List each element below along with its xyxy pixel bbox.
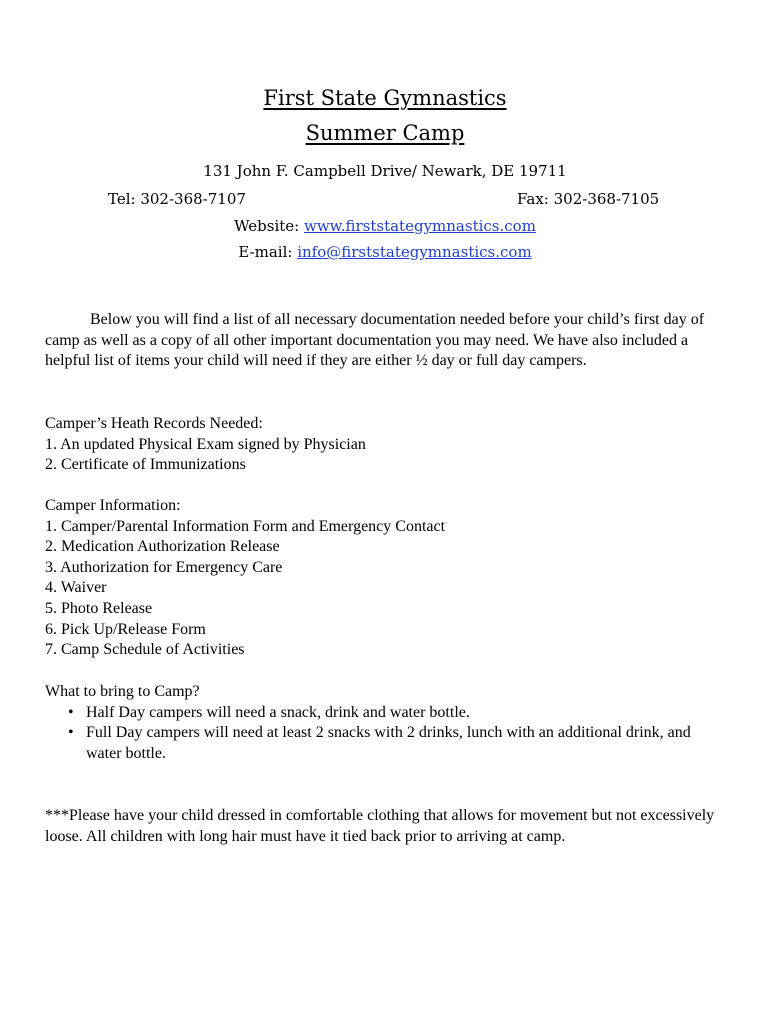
list-item-text: Half Day campers will need a snack, drink and water bottle. [86,703,470,721]
camper-info-section [45,496,729,661]
telephone: Tel: 302-368-7107 [108,190,246,208]
list-item: 6. Pick Up/Release Form [45,620,206,638]
list-item: 2. Certificate of Immunizations [45,456,246,474]
list-item: 1. Camper/Parental Information Form and Emergency Contact [45,517,446,535]
website-link[interactable]: www.firststategymnastics.com [303,217,536,235]
document-title: First State Gymnastics [263,86,507,110]
what-to-bring-heading: What to bring to Camp? [45,683,200,700]
email-link[interactable]: info@firststategymnastics.com [297,243,532,261]
document-subtitle: Summer Camp [305,121,465,145]
what-to-bring-section [45,682,729,764]
health-records-heading: Camper’s Heath Records Needed: [45,415,263,432]
intro-paragraph: Below you will find a list of all necessary documentation needed before your child’s first day of camp as well as a copy of all other important documentation you may need. We have also included a helpful list of items your child will need if they are either ½ day or full day campers. [45,311,705,370]
bring-list [45,703,729,765]
list-item [45,703,729,724]
fax: Fax: 302-368-7105 [517,190,660,208]
clothing-note: ***Please have your child dressed in comfortable clothing that allows for movement but not excessively loose. All children with long hair must have it tied back prior to arriving at camp. [45,807,715,845]
email-label: E-mail: [238,243,298,261]
address: 131 John F. Campbell Drive/ Newark, DE 19711 [203,162,567,180]
list-item-text: Full Day campers will need at least 2 snacks with 2 drinks, lunch with an additional drink, and water bottle. [86,724,691,762]
list-item: 3. Authorization for Emergency Care [45,558,283,576]
camper-info-heading: Camper Information: [45,497,181,514]
bullet-icon: • [68,724,74,742]
email-line [0,243,770,261]
list-item: 7. Camp Schedule of Activities [45,641,245,659]
list-item [45,723,729,764]
health-records-section [45,414,729,476]
list-item: 2. Medication Authorization Release [45,538,280,556]
website-label: Website: [234,217,304,235]
list-item: 1. An updated Physical Exam signed by Physician [45,435,366,453]
list-item: 5. Photo Release [45,599,153,617]
list-item: 4. Waiver [45,579,107,597]
website-line [0,217,770,235]
bullet-icon: • [68,703,74,721]
